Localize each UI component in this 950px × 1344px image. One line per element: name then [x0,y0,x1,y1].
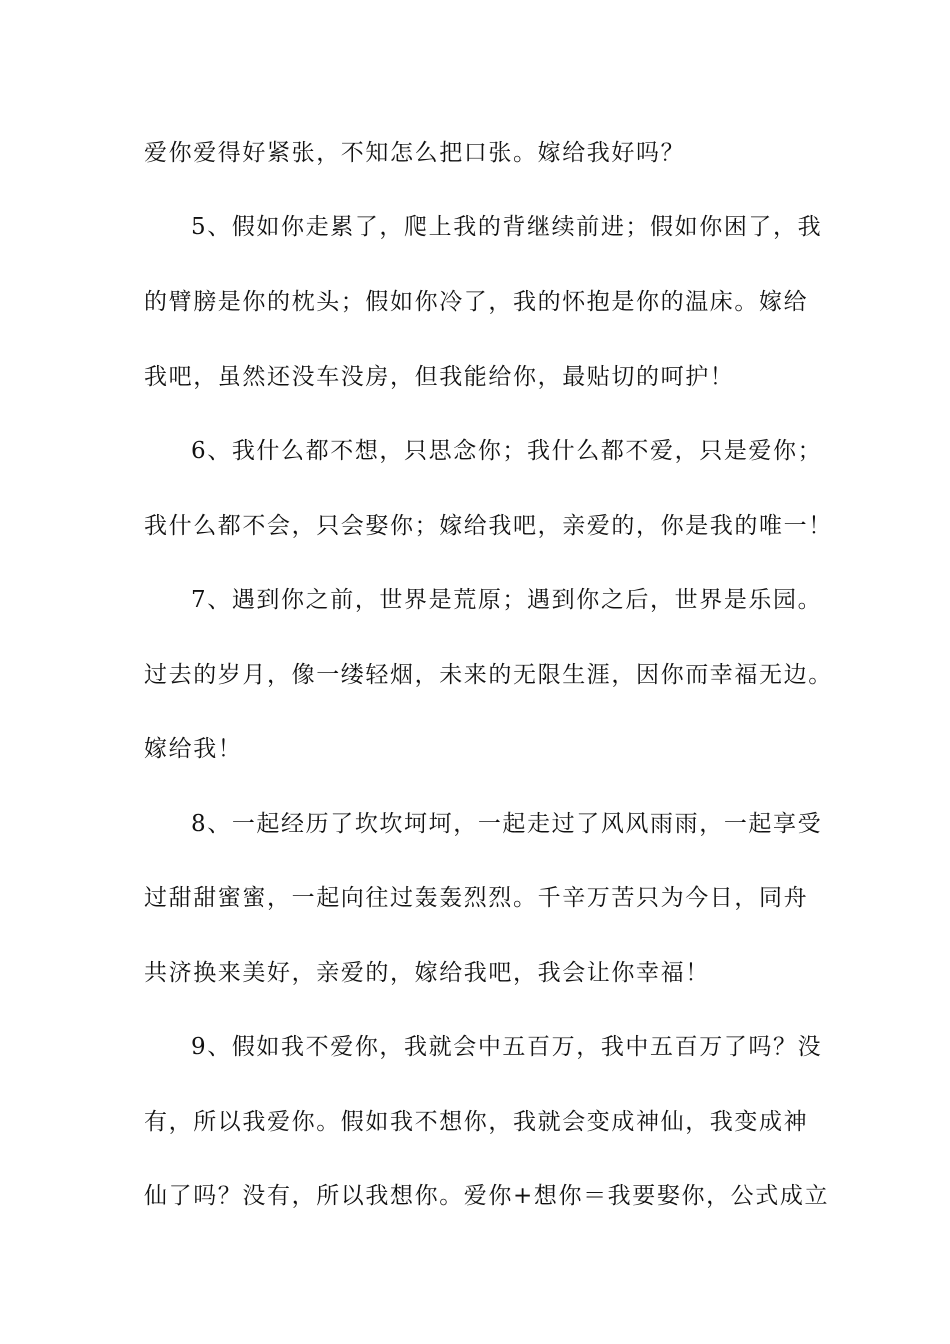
text-line: 嫁给我！ [144,736,243,762]
paragraph-6-line: 6、我什么都不想，只思念你；我什么都不爱，只是爱你； [191,438,823,464]
text-line: 过去的岁月，像一缕轻烟，未来的无限生涯，因你而幸福无边。 [144,662,833,688]
text-line: 过甜甜蜜蜜，一起向往过轰轰烈烈。千辛万苦只为今日，同舟 [144,885,809,911]
paragraph-9-line: 9、假如我不爱你，我就会中五百万，我中五百万了吗？没 [191,1034,823,1060]
paragraph-7-line: 7、遇到你之前，世界是荒原；遇到你之后，世界是乐园。 [191,587,823,613]
text-line: 仙了吗？没有，所以我想你。爱你+想你＝我要娶你，公式成立 [144,1183,830,1209]
text-line: 我吧，虽然还没车没房，但我能给你，最贴切的呵护！ [144,364,735,390]
text-line: 共济换来美好，亲爱的，嫁给我吧，我会让你幸福！ [144,960,710,986]
text-line: 的臂膀是你的枕头；假如你冷了，我的怀抱是你的温床。嫁给 [144,289,809,315]
text-line: 爱你爱得好紧张，不知怎么把口张。嫁给我好吗？ [144,140,686,166]
text-line: 我什么都不会，只会娶你；嫁给我吧，亲爱的，你是我的唯一！ [144,513,833,539]
paragraph-8-line: 8、一起经历了坎坎坷坷，一起走过了风风雨雨，一起享受 [191,811,823,837]
text-line: 有，所以我爱你。假如我不想你，我就会变成神仙，我变成神 [144,1109,809,1135]
paragraph-5-line: 5、假如你走累了，爬上我的背继续前进；假如你困了，我 [191,214,823,240]
